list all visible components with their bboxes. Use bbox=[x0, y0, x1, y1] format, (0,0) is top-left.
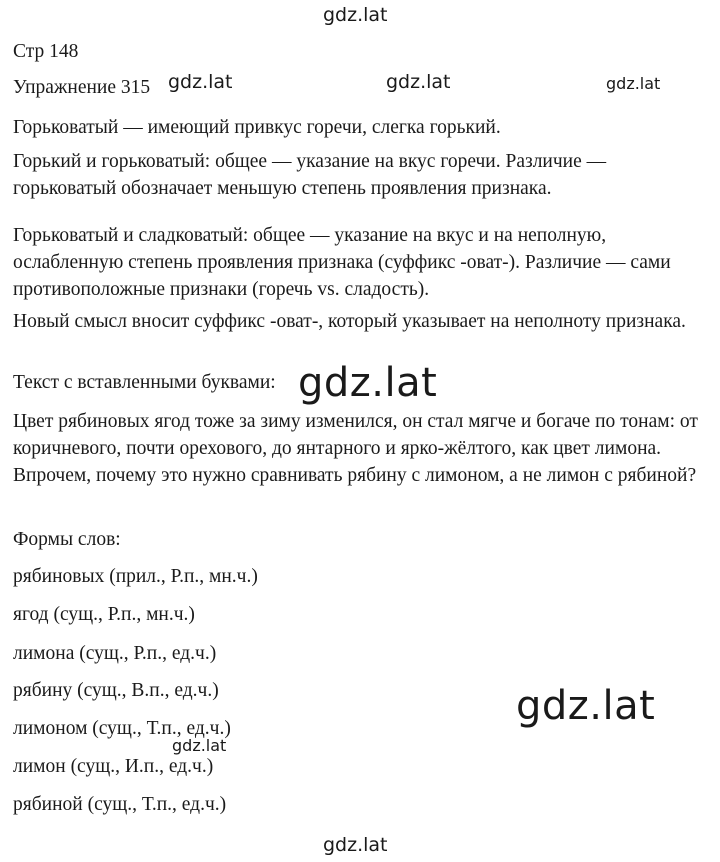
exercise-title: Упражнение 315 bbox=[13, 77, 151, 98]
paragraph-forms-heading: Формы слов: bbox=[13, 529, 121, 550]
watermark-small-lower: gdz.lat bbox=[172, 736, 227, 755]
paragraph-text-heading: Текст с вставленными буквами: bbox=[13, 372, 276, 393]
list-item: рябину (сущ., В.п., ед.ч.) bbox=[13, 680, 219, 701]
page-number: Стр 148 bbox=[13, 41, 79, 62]
list-item: ягод (сущ., Р.п., мн.ч.) bbox=[13, 604, 195, 625]
watermark-top: gdz.lat bbox=[323, 4, 388, 26]
paragraph-comparison-2: Горьковатый и сладковатый: общее — указание на вкус и на неполную, ослабленную степень проявления признака (суффикс -оват-). Различие — сами противоположные признаки (горечь vs. сладость). bbox=[13, 225, 671, 300]
paragraph-comparison-1: Горький и горьковатый: общее — указание на вкус горечи. Различие — горьковатый обозначает меньшую степень проявления признака. bbox=[13, 151, 607, 199]
list-item: лимоном (сущ., Т.п., ед.ч.) bbox=[13, 718, 231, 739]
paragraph-main-text: Цвет рябиновых ягод тоже за зиму изменился, он стал мягче и богаче по тонам: от коричневого, почти орехового, до янтарного и ярко-жёлтого, как цвет лимона. Впрочем, почему это нужно сравнивать рябину с лимоном, а не лимон с рябиной? bbox=[13, 411, 698, 486]
watermark-row-left: gdz.lat bbox=[168, 71, 233, 93]
watermark-row-center: gdz.lat bbox=[386, 71, 451, 93]
paragraph-suffix: Новый смысл вносит суффикс -оват-, который указывает на неполноту признака. bbox=[13, 311, 686, 332]
watermark-large-middle: gdz.lat bbox=[298, 360, 438, 406]
watermark-row-right: gdz.lat bbox=[606, 74, 661, 93]
paragraph-definition: Горьковатый — имеющий привкус горечи, слегка горький. bbox=[13, 117, 501, 138]
list-item: лимон (сущ., И.п., ед.ч.) bbox=[13, 756, 214, 777]
watermark-large-right: gdz.lat bbox=[516, 683, 656, 729]
list-item: рябиной (сущ., Т.п., ед.ч.) bbox=[13, 794, 227, 815]
list-item: лимона (сущ., Р.п., ед.ч.) bbox=[13, 643, 217, 664]
list-item: рябиновых (прил., Р.п., мн.ч.) bbox=[13, 566, 258, 587]
watermark-bottom: gdz.lat bbox=[323, 834, 388, 856]
